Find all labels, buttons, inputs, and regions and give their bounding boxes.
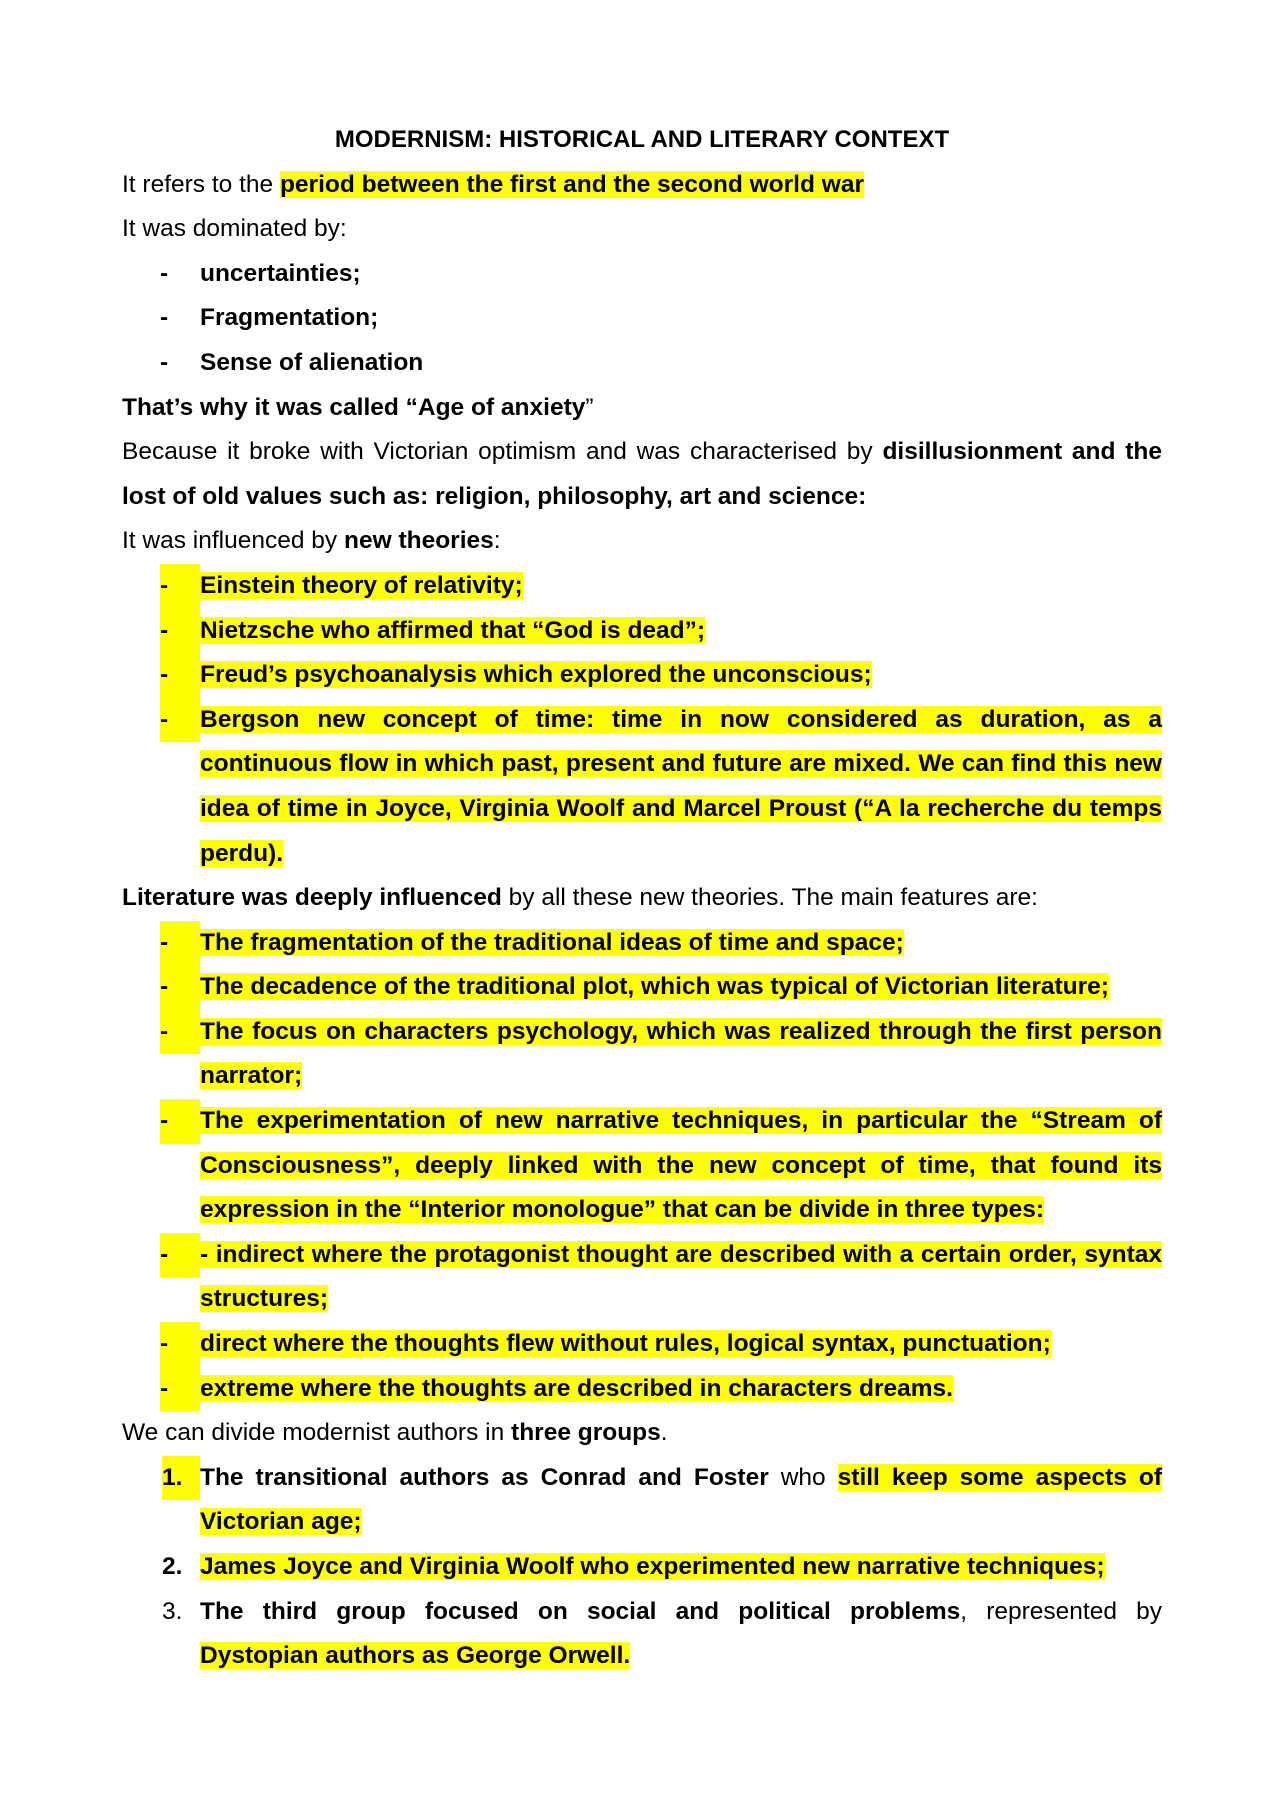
dash-marker: - [160, 1010, 200, 1055]
list-item-text: The fragmentation of the traditional ideas of time and space; [200, 928, 904, 956]
dash-marker: - [160, 1367, 200, 1412]
list-item [122, 1590, 1162, 1679]
list-item-text: uncertainties; [200, 259, 361, 287]
list-item [122, 1367, 1162, 1412]
groups-suffix: . [660, 1419, 668, 1447]
list-item-text: Bergson new concept of time: time in now considered as duration, as a continuous flow in which past, present and future are mixed. We can find this new idea of time in Joyce, Virginia Woolf and Marcel Proust (“A la recherche du temps perdu). [200, 705, 1162, 867]
list-item-text: The decadence of the traditional plot, which was typical of Victorian literature; [200, 973, 1109, 1001]
groups-line [122, 1411, 1162, 1456]
list-item [122, 1233, 1162, 1322]
list-item-text: Sense of alienation [200, 348, 424, 376]
list-item [122, 341, 1162, 386]
list-item-text: - indirect where the protagonist thought are described with a certain order, syntax structures; [200, 1240, 1162, 1313]
number-marker: 1. [162, 1456, 200, 1501]
list-item [122, 653, 1162, 698]
literature-bold: Literature was deeply influenced [122, 884, 502, 912]
number-marker: 2. [162, 1553, 183, 1580]
dash-marker: - [160, 304, 169, 332]
intro-prefix: It refers to the [122, 170, 280, 198]
dominated-list [122, 252, 1162, 386]
groups-bold: three groups [511, 1419, 661, 1447]
dash-marker: - [160, 564, 200, 609]
list-item [122, 609, 1162, 654]
list-item-text: The experimentation of new narrative techniques, in particular the “Stream of Consciousness”, deeply linked with the new concept of time, that found its expression in the “Interior monologue” that can be divide in three types: [200, 1107, 1162, 1224]
list-item [122, 1545, 1162, 1590]
intro-highlight: period between the first and the second world war [279, 170, 864, 198]
influenced-line [122, 519, 1162, 564]
literature-tail: by all these new theories. The main features are: [501, 884, 1038, 912]
theories-list [122, 564, 1162, 876]
list-item [122, 564, 1162, 609]
list-item [122, 921, 1162, 966]
group3-bold: The third group focused on social and political problems [200, 1597, 961, 1625]
dominated-by-line: It was dominated by: [122, 215, 347, 243]
group2-highlight: James Joyce and Virginia Woolf who experimented new narrative techniques; [200, 1553, 1105, 1580]
list-item [122, 296, 1162, 341]
dash-marker: - [160, 609, 200, 654]
age-bold: That’s why it was called “Age of anxiety [122, 393, 586, 421]
dash-marker: - [160, 1322, 200, 1367]
influenced-bold: new theories [343, 527, 494, 555]
broke-prefix: Because it broke with Victorian optimism and was characterised by [122, 438, 883, 466]
number-marker: 3. [162, 1597, 183, 1625]
list-item [122, 698, 1162, 876]
list-item-text: Einstein theory of relativity; [200, 571, 523, 599]
groups-list [122, 1456, 1162, 1679]
group1-mid: who [768, 1463, 838, 1491]
broke-bold: disillusionment and the lost of old values such as: religion, philosophy, art and science: [122, 438, 1162, 510]
dash-marker: - [160, 1233, 200, 1278]
list-item-text: Freud’s psychoanalysis which explored the unconscious; [200, 661, 872, 689]
document-page [122, 118, 1162, 1679]
influenced-prefix: It was influenced by [122, 527, 344, 555]
dash-marker: - [160, 1099, 200, 1144]
list-item-text: Fragmentation; [200, 304, 379, 332]
list-item-text: Nietzsche who affirmed that “God is dead”; [200, 616, 706, 644]
group3-highlight: Dystopian authors as George Orwell. [200, 1642, 631, 1670]
list-item-text: extreme where the thoughts are described in characters dreams. [200, 1374, 953, 1402]
literature-line [122, 876, 1162, 921]
age-of-anxiety-line [122, 386, 1162, 431]
dash-marker: - [160, 348, 169, 376]
age-tail: ” [585, 393, 594, 421]
intro-paragraph [122, 163, 1162, 208]
broke-paragraph [122, 430, 1162, 519]
group1-bold: The transitional authors as Conrad and Foster [200, 1463, 769, 1491]
groups-prefix: We can divide modernist authors in [122, 1419, 512, 1447]
group1-highlight: still keep some aspects of Victorian age; [200, 1463, 1162, 1536]
features-list [122, 921, 1162, 1412]
dash-marker: - [160, 921, 200, 966]
list-item [122, 1456, 1162, 1545]
list-item [122, 1010, 1162, 1099]
document-title: MODERNISM: HISTORICAL AND LITERARY CONTEXT [334, 126, 950, 153]
influenced-suffix: : [493, 527, 501, 555]
dash-marker: - [160, 653, 200, 698]
list-item [122, 965, 1162, 1010]
dash-marker: - [160, 965, 200, 1010]
list-item-text: direct where the thoughts flew without rules, logical syntax, punctuation; [200, 1330, 1051, 1358]
dash-marker: - [160, 698, 200, 743]
group3-mid: , represented by [960, 1597, 1162, 1625]
list-item [122, 1322, 1162, 1367]
list-item [122, 252, 1162, 297]
list-item-text: The focus on characters psychology, which was realized through the first person narrator; [200, 1017, 1162, 1090]
list-item [122, 1099, 1162, 1233]
dash-marker: - [160, 259, 169, 287]
